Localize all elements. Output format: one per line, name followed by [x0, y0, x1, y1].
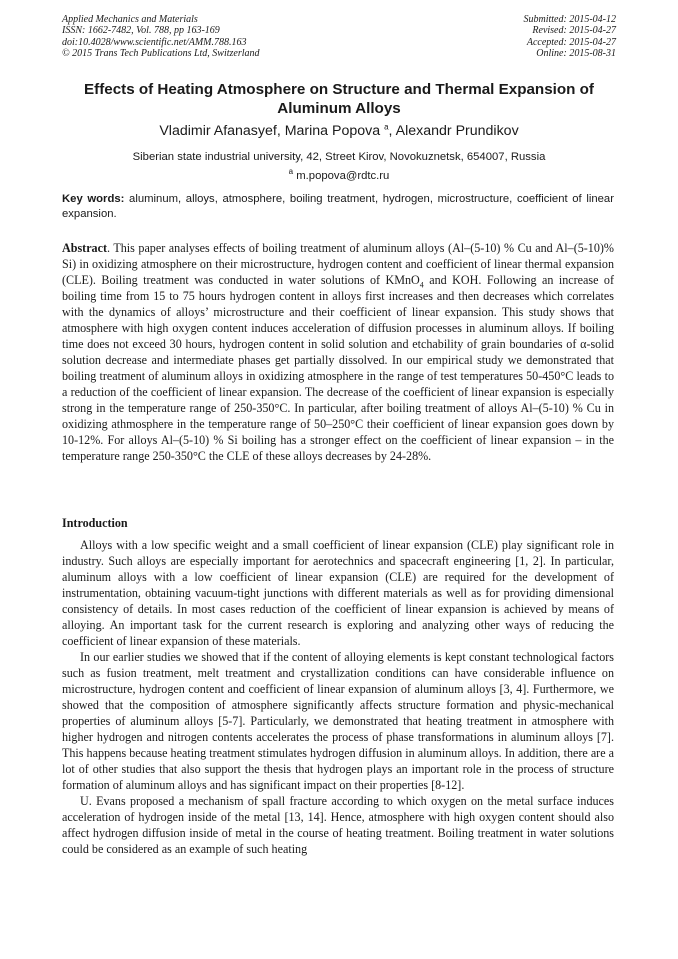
email-address: m.popova@rdtc.ru: [293, 170, 390, 182]
author-list: [0, 121, 678, 141]
online-date: Online: 2015-08-31: [536, 48, 616, 60]
submitted-date: Submitted: 2015-04-12: [523, 14, 616, 25]
keywords-label: Key words:: [62, 193, 125, 205]
intro-paragraph: In our earlier studies we showed that if the content of alloying elements is kept constant technological factors such as fusion treatment, melt treatment and crystallization conditions can have considerable influence on microstructure, hydrogen content and coefficient of linear expansion of aluminum alloys [3, 4]. Furthermore, we showed that the composition of atmosphere significantly affects structure formation and physic-mechanical properties of aluminum alloys [5-7]. Particularly, we demonstrated that heating treatment in atmosphere with higher hydrogen and nitrogen contents accelerates the process of phase transformations in aluminum alloys [7]. This happens because heating treatment stimulates hydrogen diffusion in aluminum alloys. In addition, there are a lot of other studies that also support the thesis that hydrogen plays an important role in the process of structure formation of aluminum alloys and has significant impact on their properties [8-12].: [62, 650, 614, 792]
accepted-date: Accepted: 2015-04-27: [526, 36, 616, 48]
revised-date: Revised: 2015-04-27: [532, 25, 616, 37]
dates-header: [524, 14, 617, 60]
keywords-block: [62, 192, 614, 221]
intro-paragraph: Alloys with a low specific weight and a small coefficient of linear expansion (CLE) play significant role in industry. Such alloys are especially important for aerotechnics and spacecraft engineering [1, 2]. In particular, aluminum alloys with a low coefficient of linear expansion (CLE) are required for the development of instrumentation, obtaining vacuum-tight junctions with different materials as well as for providing dimensional consistency of details. In most cases reduction of the coefficient of linear expansion is achieved by means of alloying. An important task for the current research is exploring and analyzing other ways of reducing the coefficient of linear expansion of these materials.: [62, 538, 614, 648]
abstract-subscript: 4: [419, 280, 424, 290]
abstract-text-part1: . This paper analyses effects of boiling treatment of aluminum alloys (Al–(5-10) % Cu and Al–(5-10)% Si) in oxidizing atmosphere on their microstructure, hydrogen content and coefficient of linear thermal expansion (CLE). Boiling treatment was conducted in water solutions of KMnO: [62, 241, 614, 287]
author-affiliation-mark: a: [384, 122, 389, 132]
email-mark: a: [288, 167, 294, 177]
abstract-label: Abstract: [62, 241, 108, 255]
issn-line: ISSN: 1662-7482, Vol. 788, pp 163-169: [62, 25, 220, 37]
abstract-block: [62, 240, 614, 464]
introduction-body: [62, 537, 614, 857]
authors-before: Vladimir Afanasyef, Marina Popova: [159, 123, 385, 139]
copyright-line: © 2015 Trans Tech Publications Ltd, Switzerland: [62, 48, 260, 60]
abstract-text-part2: and KOH. Following an increase of boiling time from 15 to 75 hours hydrogen content in alloys first increases and then decreases which correlates with the dynamics of alloys’ microstructure and their coefficient of linear expansion. This study shows that atmosphere with high oxygen content induces acceleration of diffusion processes in aluminum alloys. If boiling time does not exceed 30 hours, hydrogen content in solid solution and etchability of grain boundaries of α-solid solution decrease and intermediate phases get partially dissolved. In our empirical study we demonstrated that boiling treatment of aluminum alloys in oxidizing atmosphere in the range of test temperatures 50-450°C leads to a reduction of the coefficient of linear expansion. The decrease of the coefficient of linear expansion is especially strong in the temperature range of 250-350°C. In particular, after boiling treatment of alloys Al–(5-10) % Cu in oxidizing athmosphere in the temperature range of 50–250°C their coefficient of linear expansion goes down by 10-12%. For alloys Al–(5-10) % Si boiling has a stronger effect on the coefficient of linear expansion – in the temperature range 250-350°C the CLE of these alloys decreases by 24-28%.: [62, 273, 615, 463]
journal-header: [62, 14, 260, 60]
affiliation: Siberian state industrial university, 42, Street Kirov, Novokuznetsk, 654007, Russia: [132, 151, 546, 163]
introduction-heading: Introduction: [62, 516, 128, 530]
paper-title: Effects of Heating Atmosphere on Structure and Thermal Expansion of Aluminum Alloys: [84, 81, 594, 117]
journal-name: Applied Mechanics and Materials: [62, 14, 198, 25]
keywords-text: aluminum, alloys, atmosphere, boiling treatment, hydrogen, microstructure, coefficient of linear expansion.: [62, 193, 614, 220]
doi-line: doi:10.4028/www.scientific.net/AMM.788.163: [62, 36, 247, 48]
authors-after: , Alexandr Prundikov: [388, 123, 519, 139]
intro-paragraph: U. Evans proposed a mechanism of spall fracture according to which oxygen on the metal surface induces acceleration of hydrogen inside of the metal [13, 14]. Hence, atmosphere with high oxygen content should also affect hydrogen diffusion inside of metal in the course of heating treatment. Boiling treatment in water solutions could be considered as an example of such heating: [62, 794, 614, 856]
author-email: [0, 169, 678, 184]
